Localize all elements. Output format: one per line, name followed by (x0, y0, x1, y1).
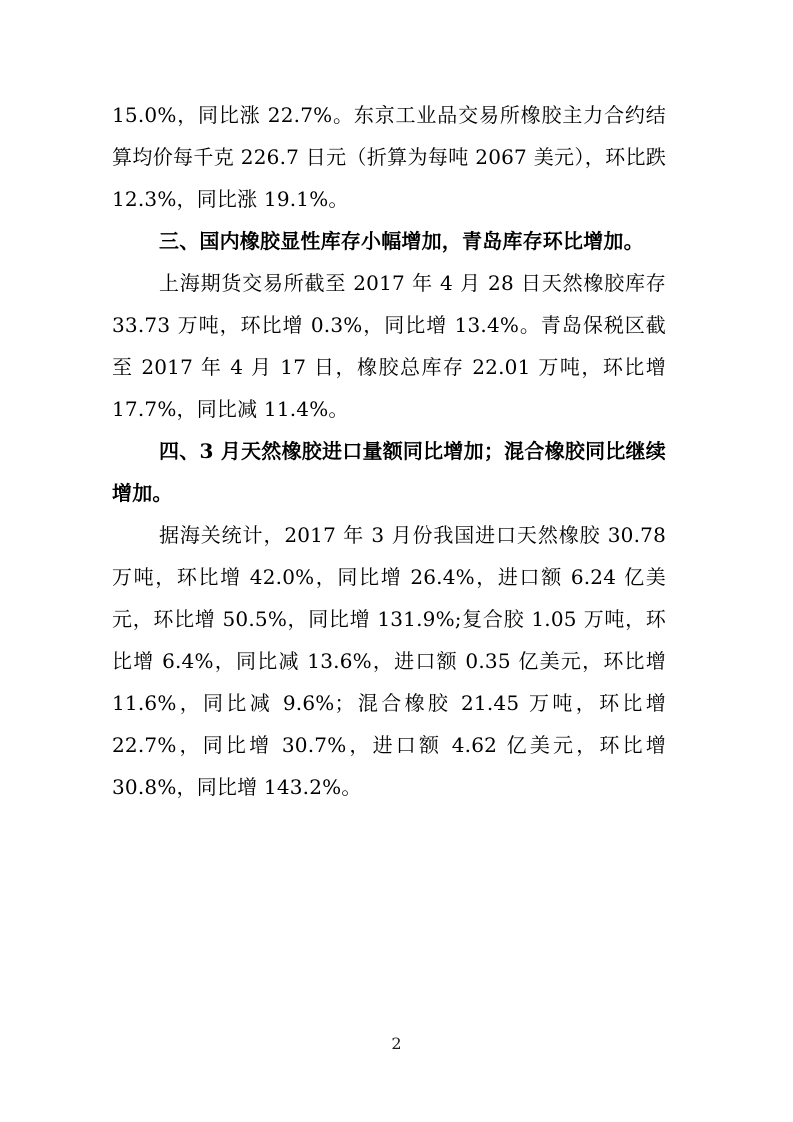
section-4-heading: 四、3 月天然橡胶进口量额同比增加；混合橡胶同比继续增加。 (112, 439, 666, 505)
document-content (112, 94, 666, 808)
section-3-paragraph: 上海期货交易所截至 2017 年 4 月 28 日天然橡胶库存 33.73 万吨，环比增 0.3%，同比增 13.4%。青岛保税区截至 2017 年 4 月 17 日，橡胶总库存 22.01 万吨，环比增 17.7%，同比减 11.4%。 (112, 271, 666, 421)
page-number: 2 (391, 1034, 402, 1053)
paragraph-continuation: 15.0%，同比涨 22.7%。东京工业品交易所橡胶主力合约结算均价每千克 226.7 日元（折算为每吨 2067 美元），环比跌 12.3%，同比涨 19.1%。 (112, 103, 666, 211)
section-3-heading: 三、国内橡胶显性库存小幅增加，青岛库存环比增加。 (159, 229, 644, 253)
page-footer (0, 1032, 793, 1056)
section-4-paragraph: 据海关统计，2017 年 3 月份我国进口天然橡胶 30.78 万吨，环比增 42.0%，同比增 26.4%，进口额 6.24 亿美元，环比增 50.5%，同比增 131.9%;复合胶 1.05 万吨，环比增 6.4%，同比减 13.6%，进口额 0.35 亿美元，环比增 11.6%，同比减 9.6%；混合橡胶 21.45 万吨，环比增 22.7%，同比增 30.7%，进口额 4.62 亿美元，环比增 30.8%，同比增 143.2%。 (112, 523, 666, 799)
